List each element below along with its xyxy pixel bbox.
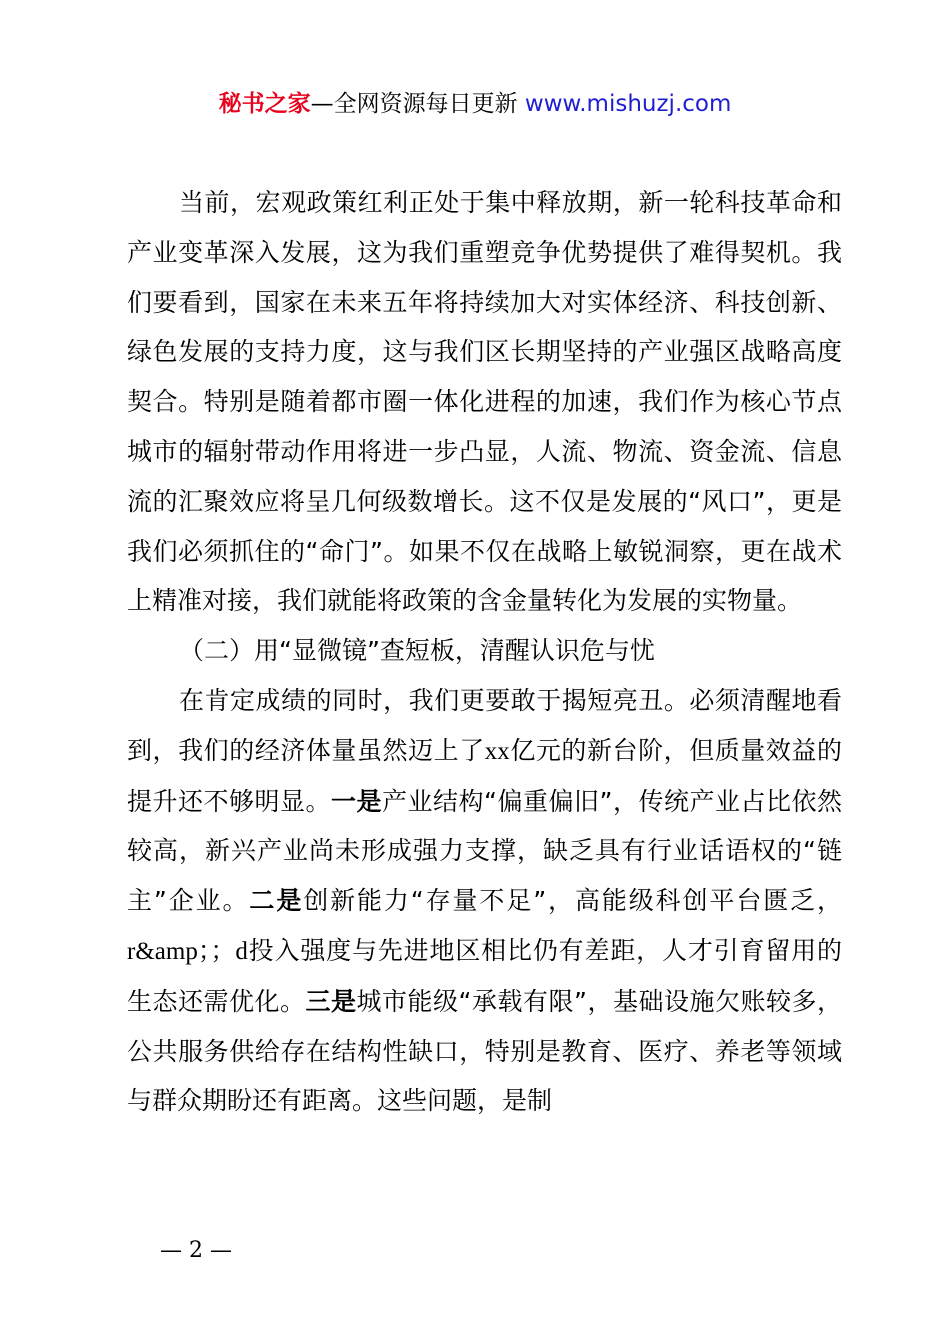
text-segment: 城市能级“承载有限”，基础设施欠账较多，公共服务供给存在结构性缺口，特别是教育、医疗、养老等领域与群众期盼还有距离。这些问题，是制 [127, 986, 842, 1116]
bold-marker-second: 二是 [249, 886, 304, 916]
header-tagline: —全网资源每日更新 [310, 91, 525, 117]
bold-marker-third: 三是 [305, 986, 357, 1016]
bold-marker-first: 一是 [331, 786, 383, 816]
paragraph-policy: 当前，宏观政策红利正处于集中释放期，新一轮科技革命和产业变革深入发展，这为我们重塑竞争优势提供了难得契机。我们要看到，国家在未来五年将持续加大对实体经济、科技创新、绿色发展的支持力度，这与我们区长期坚持的产业强区战略高度契合。特别是随着都市圈一体化进程的加速，我们作为核心节点城市的辐射带动作用将进一步凸显，人流、物流、资金流、信息流的汇聚效应将呈几何级数增长。这不仅是发展的“风口”，更是我们必须抓住的“命门”。如果不仅在战略上敏锐洞察，更在战术上精准对接，我们就能将政策的含金量转化为发展的实物量。 [127, 188, 842, 616]
text-segment: 在肯定成绩的同时，我们更要敢于揭短亮丑。必须清醒地看到，我们的经济体量虽然迈上了 [127, 685, 842, 765]
document-body [127, 178, 842, 1126]
page-number: — 2 — [160, 1238, 232, 1263]
text-segment: 亿元的新台阶，但质量效益的提升还不够明显。 [127, 735, 842, 816]
text-segment: 产业结构“偏重偏旧”，传统产业占比依然较高，新兴产业尚未形成强力支撑，缺乏具有行业话语权的“链主”企业。 [127, 786, 842, 916]
brand-name: 秘书之家 [218, 91, 311, 117]
text-segment: 创新能力“存量不足”，高能级科创平台匮乏， [303, 886, 842, 916]
paragraph-shortcomings [127, 676, 842, 1126]
site-url: www.mishuzj.com [524, 91, 732, 117]
text-segment-xx: xx [484, 737, 510, 765]
text-segment-amp: r&amp [127, 937, 198, 965]
page-header [0, 86, 950, 122]
section-heading: （二）用“显微镜”查短板，清醒认识危与忧 [179, 636, 655, 666]
text-segment-d: d [235, 937, 248, 965]
text-segment: ；； [197, 935, 236, 965]
text-segment: 投入强度与先进地区相比仍有差距，人才引育留用的生态还需优化。 [127, 935, 842, 1016]
